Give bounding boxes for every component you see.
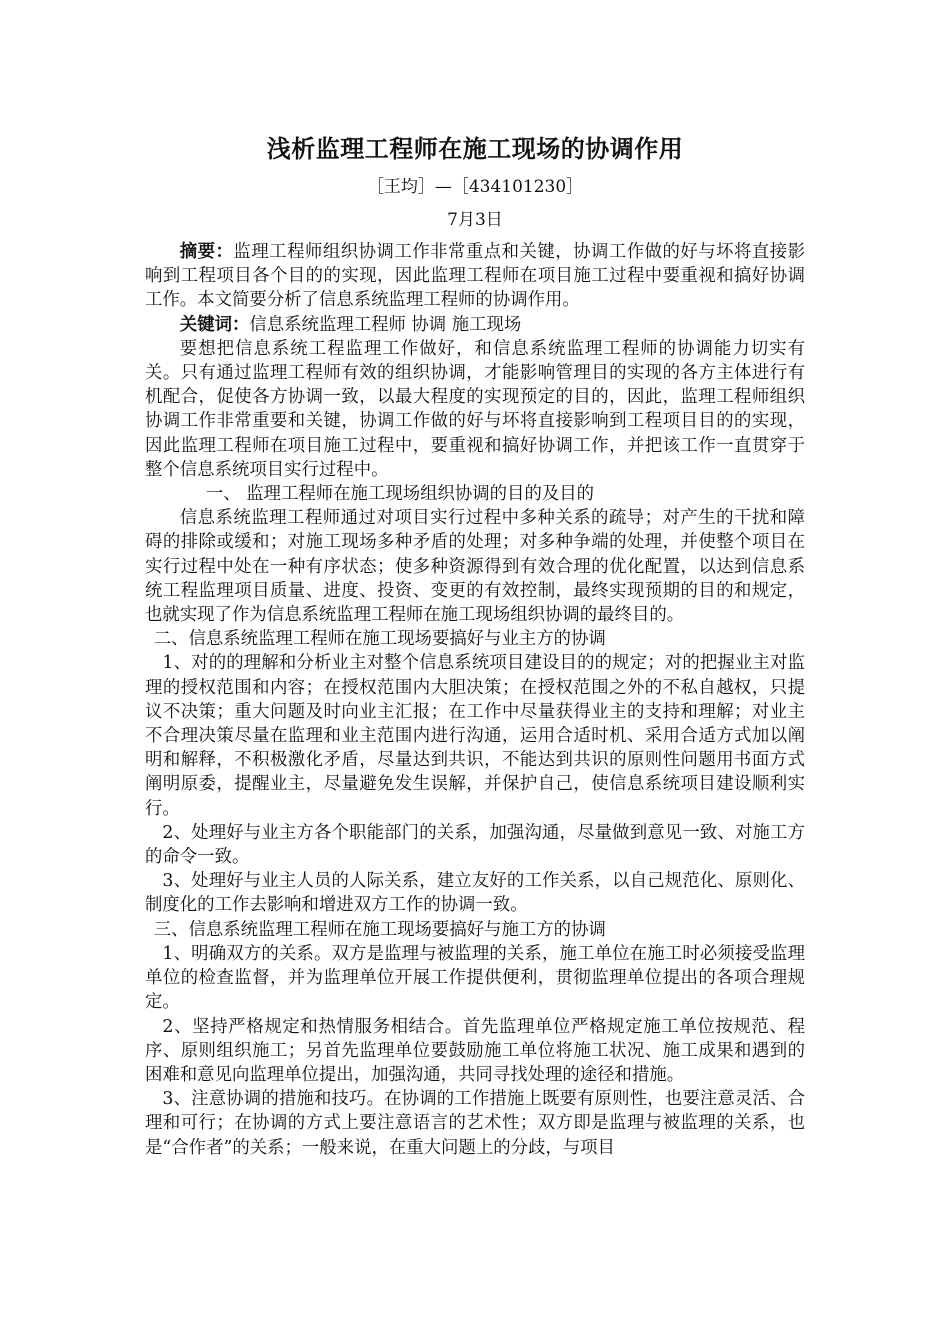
- abstract-text: 监理工程师组织协调工作非常重点和关键，协调工作做的好与坏将直接影响到工程项目各个目的的实现，因此监理工程师在项目施工过程中要重视和搞好协调工作。本文简要分析了信息系统监理工程师的协调作用。: [145, 242, 805, 311]
- intro-paragraph: 要想把信息系统工程监理工作做好，和信息系统监理工程师的协调能力切实有关。只有通过监理工程师有效的组织协调，才能影响管理目的实现的各方主体进行有机配合，促使各方协调一致，以最大程度的实现预定的目的，因此，监理工程师组织协调工作非常重要和关键，协调工作做的好与坏将直接影响到工程项目目的的实现，因此监理工程师在项目施工过程中，要重视和搞好协调工作，并把该工作一直贯穿于整个信息系统项目实行过程中。: [145, 338, 805, 480]
- keywords-text: 信息系统监理工程师 协调 施工现场: [249, 314, 522, 335]
- author-line: ［王均］—［434101230］: [366, 177, 584, 197]
- section-3-item-3: 3、注意协调的措施和技巧。在协调的工作措施上既要有原则性，也要注意灵活、合理和可行；在协调的方式上要注意语言的艺术性；双方即是监理与被监理的关系，也是“合作者”的关系；一般来说，在重大问题上的分歧，与项目: [145, 1089, 805, 1158]
- keywords-paragraph: [145, 313, 805, 337]
- section-3-item-2: 2、坚持严格规定和热情服务相结合。首先监理单位严格规定施工单位按规范、程序、原则组织施工；另首先监理单位要鼓励施工单位将施工状况、施工成果和遇到的困难和意见向监理单位提出，加强沟通，共同寻找处理的途径和措施。: [145, 1016, 805, 1085]
- section-2-item-3: 3、处理好与业主人员的人际关系，建立友好的工作关系，以自己规范化、原则化、制度化的工作去影响和增进双方工作的协调一致。: [145, 871, 805, 916]
- section-heading-2: 二、信息系统监理工程师在施工现场要搞好与业主方的协调: [153, 629, 606, 650]
- section-3-item-1: 1、明确双方的关系。双方是监理与被监理的关系，施工单位在施工时必须接受监理单位的检查监督，并为监理单位开展工作提供便利，贯彻监理单位提出的各项合理规定。: [145, 943, 805, 1013]
- document-body: [145, 240, 805, 1160]
- section-heading-3: 三、信息系统监理工程师在施工现场要搞好与施工方的协调: [153, 919, 606, 940]
- section-2-item-2: 2、处理好与业主方各个职能部门的关系，加强沟通，尽量做到意见一致、对施工方的命令一致。: [145, 822, 805, 868]
- document-date: 7月3日: [447, 210, 503, 230]
- abstract-label: 摘要：: [179, 242, 234, 262]
- keywords-label: 关键词：: [179, 314, 250, 335]
- section-heading-1: 一、 监理工程师在施工现场组织协调的目的及目的: [205, 484, 595, 505]
- section-2-item-1: 1、对的的理解和分析业主对整个信息系统项目建设目的的规定；对的把握业主对监理的授权范围和内容；在授权范围内大胆决策；在授权范围之外的不私自越权，只提议不决策；重大问题及时向业主汇报；在工作中尽量获得业主的支持和理解；对业主不合理决策尽量在监理和业主范围内进行沟通，运用合适时机、采用合适方式加以阐明和解释，不积极激化矛盾，尽量达到共识，不能达到共识的原则性问题用书面方式阐明原委，提醒业主，尽量避免发生误解，并保护自己，使信息系统项目建设顺利实行。: [145, 653, 805, 819]
- section-1-paragraph: 信息系统监理工程师通过对项目实行过程中多种关系的疏导；对产生的干扰和障碍的排除或缓和；对施工现场多种矛盾的处理；对多种争端的处理，并使整个项目在实行过程中处在一种有序状态；使多种资源得到有效合理的优化配置，以达到信息系统工程监理项目质量、进度、投资、变更的有效控制，最终实现预期的目的和规定，也就实现了作为信息系统监理工程师在施工现场组织协调的最终目的。: [145, 508, 805, 626]
- document-title: 浅析监理工程师在施工现场的协调作用: [266, 135, 684, 163]
- abstract-paragraph: [145, 240, 805, 313]
